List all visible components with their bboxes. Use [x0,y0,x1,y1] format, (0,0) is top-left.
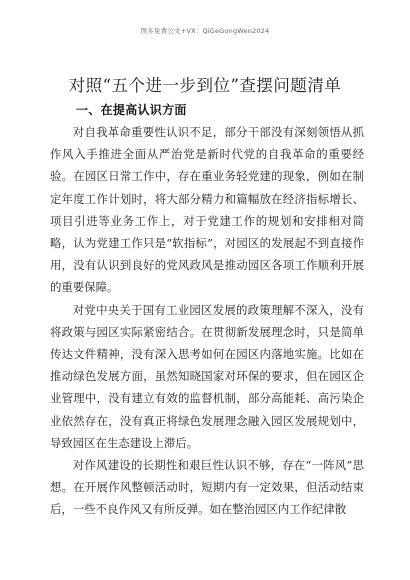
document-body [50,121,364,521]
document-title: 对照“五个进一步到位”查摆问题清单 [68,76,342,95]
watermark-text: 图多免费公文+VX：QiGeGongWen2024 [140,27,270,35]
paragraph: 对党中央关于国有工业园区发展的政策理解不深入，没有将政策与园区实际紧密结合。在贯彻新发展理念时，只是简单传达文件精神，没有深入思考如何在园区内落地实施。比如在推动绿色发展方面，虽然知晓国家对环保的要求，但在园区企业管理中，没有建立有效的监督机制，部分高能耗、高污染企业依然存在，没有真正将绿色发展理念融入园区发展规划中，导致园区在生态建设上滞后。 [50,302,364,450]
paragraph: 对作风建设的长期性和艰巨性认识不够，存在“一阵风”思想。在开展作风整顿活动时，短期内有一定效果，但活动结束后，一些不良作风又有所反弹。如在整治园区内工作纪律散 [50,458,364,517]
paragraph: 对自我革命重要性认识不足，部分干部没有深刻领悟从抓作风入手推进全面从严治党是新时代党的自我革命的重要经验。在园区日常工作中，存在重业务轻党建的现象，例如在制定年度工作计划时，将大部分精力和篇幅放在经济指标增长、项目引进等业务工作上，对于党建工作的规划和安排相对简略，认为党建工作只是“软指标”，对园区的发展起不到直接作用，没有认识到良好的党风政风是推动园区各项工作顺利开展的重要保障。 [50,125,364,295]
section-heading: 一、在提高认识方面 [76,103,187,117]
